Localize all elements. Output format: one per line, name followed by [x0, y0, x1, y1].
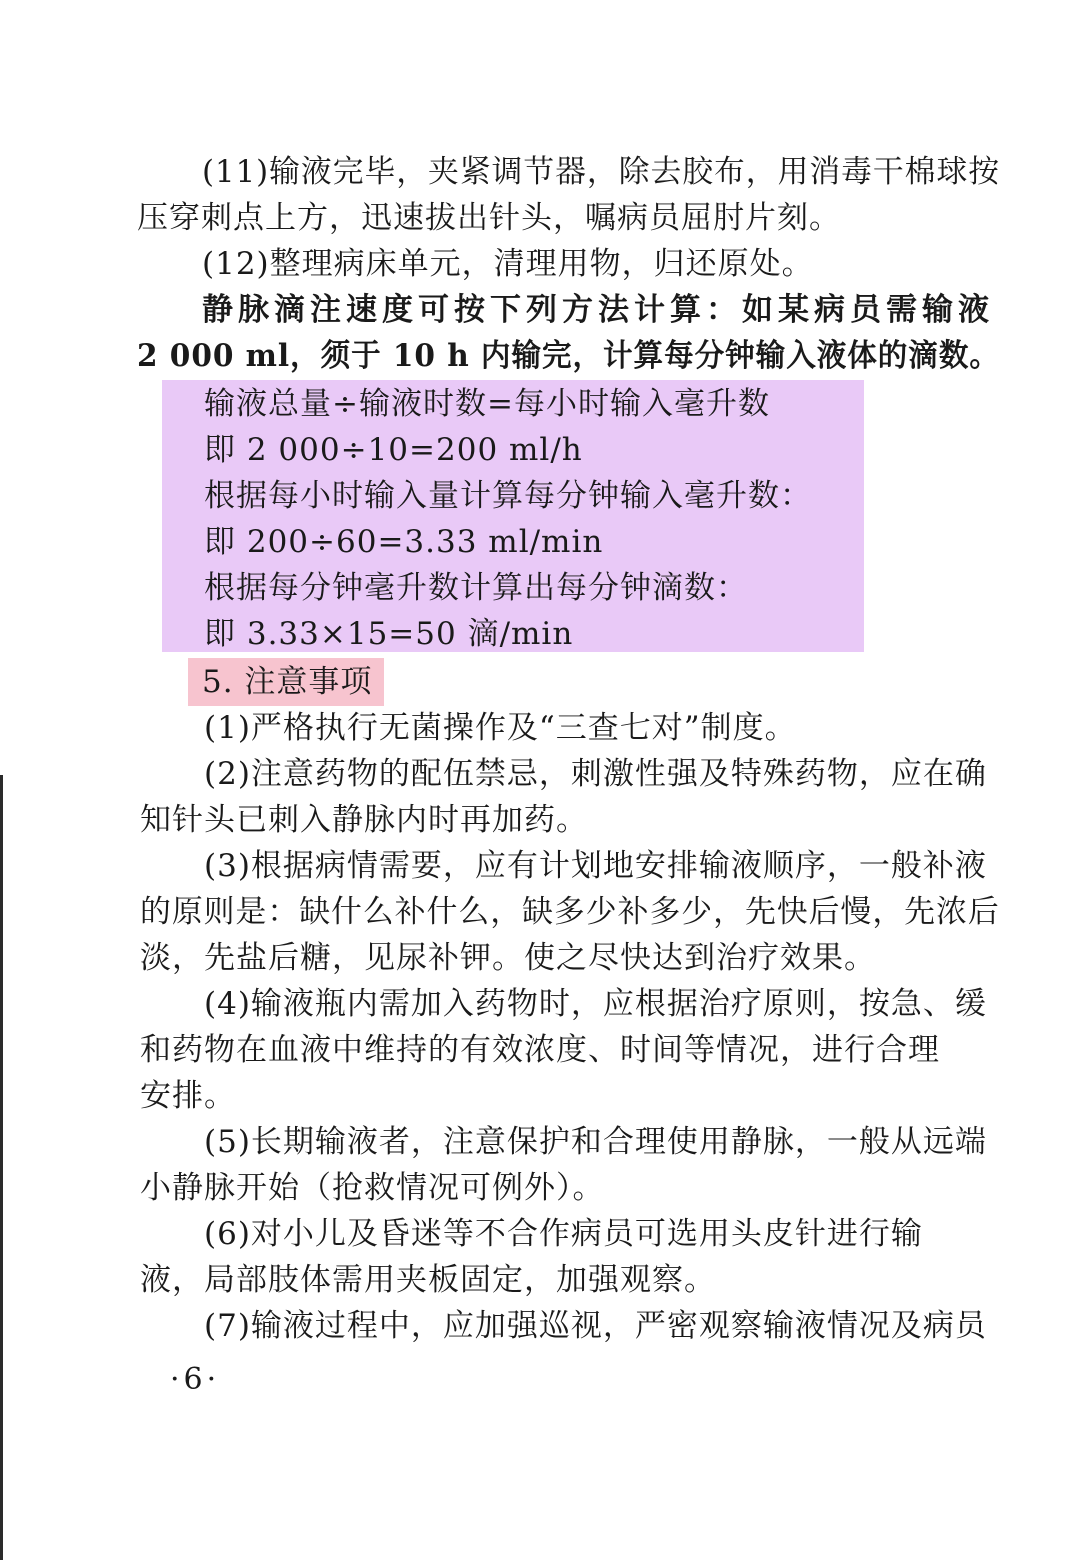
note-4-line-1: (4)输液瓶内需加入药物时，应根据治疗原则，按急、缓 [204, 986, 987, 1022]
note-3-line-1: (3)根据病情需要，应有计划地安排输液顺序，一般补液 [204, 848, 987, 884]
note-4-line-2: 和药物在血液中维持的有效浓度、时间等情况，进行合理 [140, 1032, 940, 1068]
note-1: (1)严格执行无菌操作及“三查七对”制度。 [204, 710, 797, 746]
formula-line-2: 即 2 000÷10=200 ml/h [204, 432, 583, 468]
note-6-line-2: 液，局部肢体需用夹板固定，加强观察。 [140, 1262, 716, 1298]
formula-line-1: 输液总量÷输液时数=每小时输入毫升数 [204, 386, 770, 422]
section-heading: 5. 注意事项 [202, 664, 373, 700]
note-3-line-3: 淡，先盐后糖，见尿补钾。使之尽快达到治疗效果。 [140, 940, 876, 976]
formula-line-4: 即 200÷60=3.33 ml/min [204, 524, 604, 560]
note-6-line-1: (6)对小儿及昏迷等不合作病员可选用头皮针进行输 [204, 1216, 923, 1252]
page-number: ·6· [170, 1362, 221, 1397]
rate-paragraph-line-1: 静脉滴注速度可按下列方法计算：如某病员需输液 [202, 292, 994, 328]
note-5-line-1: (5)长期输液者，注意保护和合理使用静脉，一般从远端 [204, 1124, 987, 1160]
formula-line-3: 根据每小时输入量计算每分钟输入毫升数： [204, 478, 812, 514]
paragraph-11-line-1: (11)输液完毕，夹紧调节器，除去胶布，用消毒干棉球按 [202, 154, 1001, 190]
note-2-line-2: 知针头已刺入静脉内时再加药。 [140, 802, 588, 838]
note-5-line-2: 小静脉开始（抢救情况可例外）。 [140, 1170, 605, 1206]
note-7-line-1: (7)输液过程中，应加强巡视，严密观察输液情况及病员 [204, 1308, 987, 1344]
rate-paragraph-line-2: 2 000 ml，须于 10 h 内输完，计算每分钟输入液体的滴数。 [137, 338, 1000, 374]
note-2-line-1: (2)注意药物的配伍禁忌，刺激性强及特殊药物，应在确 [204, 756, 987, 792]
note-3-line-2: 的原则是：缺什么补什么，缺多少补多少，先快后慢，先浓后 [140, 894, 1000, 930]
note-4-line-3: 安排。 [140, 1078, 236, 1114]
formula-line-5: 根据每分钟毫升数计算出每分钟滴数： [204, 570, 748, 606]
formula-line-6: 即 3.33×15=50 滴/min [204, 616, 574, 652]
page-edge-shadow [0, 775, 3, 1560]
paragraph-11-line-2: 压穿刺点上方，迅速拔出针头，嘱病员屈肘片刻。 [137, 200, 841, 236]
paragraph-12: (12)整理病床单元，清理用物，归还原处。 [202, 246, 814, 282]
